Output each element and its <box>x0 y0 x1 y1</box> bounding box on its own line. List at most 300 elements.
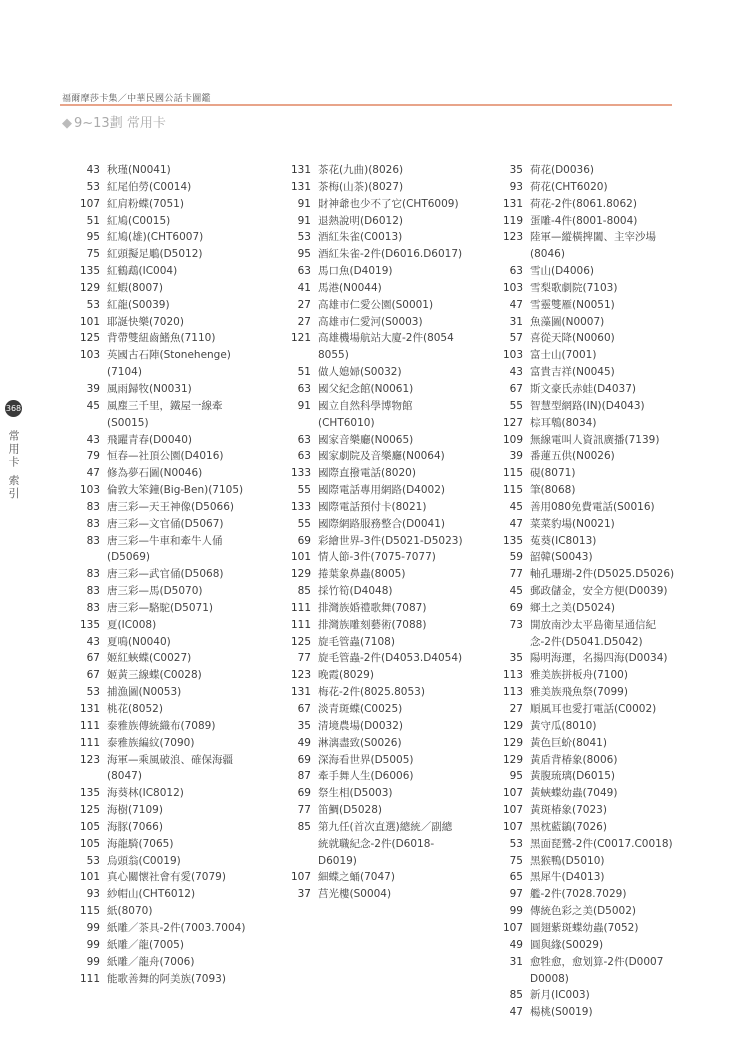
entry-title: 斯文豪氏赤蛙(D4037) <box>530 382 636 395</box>
index-entry <box>74 701 270 718</box>
entry-title: 國際直撥電話(8020) <box>318 467 416 480</box>
entry-title: 財神爺也少不了它(CHT6009) <box>318 197 459 210</box>
index-entry <box>74 836 270 853</box>
index-entry <box>497 179 717 196</box>
entry-page-number: 67 <box>297 703 311 715</box>
index-entry <box>74 347 270 381</box>
index-entry <box>285 448 500 465</box>
entry-title: 笛鯛(D5028) <box>318 804 382 817</box>
index-entry <box>285 667 500 684</box>
index-entry <box>285 752 500 769</box>
entry-title: 紅鳩(C0015) <box>107 214 171 227</box>
entry-title: 海龍騎(7065) <box>107 837 174 850</box>
entry-title: 真心關懷社會有愛(7079) <box>107 871 226 884</box>
entry-page-number: 67 <box>86 669 100 682</box>
entry-page-number: 125 <box>79 332 100 345</box>
entry-page-number: 51 <box>86 214 100 227</box>
entry-page-number: 45 <box>509 585 523 598</box>
index-entry <box>497 785 717 802</box>
entry-title: 飛躍青春(D0040) <box>107 433 192 446</box>
index-entry <box>285 735 500 752</box>
entry-title: 紙雕／龍舟(7006) <box>107 955 195 968</box>
entry-page-number: 83 <box>86 585 100 598</box>
index-entry <box>285 869 500 886</box>
entry-title: 陽明海運，名揚四海(D0034) <box>530 652 668 665</box>
entry-title: 海樹(7109) <box>107 804 163 817</box>
index-entry <box>285 364 500 381</box>
entry-page-number: 125 <box>79 804 100 817</box>
entry-page-number: 59 <box>509 551 523 564</box>
entry-title: 高雄市仁愛河(S0003) <box>318 315 423 328</box>
entry-page-number: 107 <box>502 921 523 934</box>
entry-title: 紅鳩(雄)(CHT6007) <box>107 231 204 244</box>
index-entry <box>497 516 717 533</box>
entry-page-number: 53 <box>297 231 311 244</box>
entry-title: 善用080免費電話(S0016) <box>530 500 655 513</box>
index-entry <box>285 162 500 179</box>
entry-title: 圓與緣(S0029) <box>530 938 604 951</box>
index-entry <box>285 617 500 634</box>
entry-page-number: 53 <box>86 298 100 311</box>
entry-title: 背帶雙紐齒鰭魚(7110) <box>107 332 216 345</box>
entry-page-number: 27 <box>509 703 523 715</box>
index-entry <box>285 246 500 263</box>
entry-title: 國際電話預付卡(8021) <box>318 500 427 513</box>
entry-title: 唐三彩—牛車和牽牛人俑 (D5069) <box>107 534 223 564</box>
entry-title: 國立自然科學博物館 (CHT6010) <box>318 399 413 429</box>
entry-title: 陸軍—縱橫捭闔、主宰沙場 (8046) <box>530 231 656 261</box>
entry-title: 韶韓(S0043) <box>530 551 593 564</box>
header-divider <box>60 104 672 106</box>
index-entry <box>497 684 717 701</box>
entry-page-number: 91 <box>297 214 311 227</box>
index-entry <box>285 330 500 364</box>
entry-page-number: 35 <box>509 652 523 665</box>
entry-page-number: 111 <box>290 601 311 614</box>
entry-title: 高雄機場航站大廈-2件(8054 8055) <box>318 332 454 362</box>
entry-page-number: 35 <box>509 164 523 176</box>
entry-title: 莒光樓(S0004) <box>318 888 392 901</box>
entry-title: 黑猴鴨(D5010) <box>530 854 605 867</box>
entry-title: 桃花(8052) <box>107 703 163 715</box>
index-entry <box>285 280 500 297</box>
entry-page-number: 39 <box>86 382 100 395</box>
entry-page-number: 123 <box>502 231 523 244</box>
entry-page-number: 45 <box>86 399 100 412</box>
entry-title: 紅蝦(8007) <box>107 281 163 294</box>
index-entry <box>74 667 270 684</box>
index-entry <box>74 398 270 432</box>
entry-title: 荷花-2件(8061.8062) <box>530 197 637 210</box>
entry-title: 第九任(首次直選)總統／副總 統就職紀念-2件(D6018- D6019) <box>318 820 453 867</box>
index-entry <box>497 819 717 836</box>
index-entry <box>74 448 270 465</box>
entry-title: 泰雅族傳統織布(7089) <box>107 719 216 732</box>
entry-page-number: 135 <box>79 265 100 278</box>
entry-page-number: 53 <box>86 686 100 699</box>
entry-page-number: 67 <box>509 382 523 395</box>
entry-page-number: 135 <box>79 787 100 800</box>
index-entry <box>497 314 717 331</box>
index-entry <box>497 398 717 415</box>
index-entry <box>497 549 717 566</box>
index-entry <box>285 634 500 651</box>
index-entry <box>74 903 270 920</box>
entry-title: 開放南沙太平島衛星通信紀 念-2件(D5041.D5042) <box>530 618 656 648</box>
entry-page-number: 63 <box>297 450 311 463</box>
entry-page-number: 129 <box>502 753 523 766</box>
entry-page-number: 69 <box>297 787 311 800</box>
index-entry <box>74 229 270 246</box>
entry-page-number: 83 <box>86 500 100 513</box>
entry-page-number: 107 <box>290 871 311 884</box>
entry-title: 深海看世界(D5005) <box>318 753 414 766</box>
entry-page-number: 37 <box>297 888 311 901</box>
entry-title: 圓翅紫斑蝶幼蟲(7052) <box>530 921 639 934</box>
index-entry <box>285 263 500 280</box>
entry-title: 風雨歸牧(N0031) <box>107 382 192 395</box>
entry-title: 黃斑椿象(7023) <box>530 804 607 817</box>
entry-title: 旋毛管蟲(7108) <box>318 635 395 648</box>
entry-page-number: 27 <box>297 315 311 328</box>
entry-page-number: 111 <box>79 972 100 985</box>
index-entry <box>74 499 270 516</box>
entry-page-number: 131 <box>79 703 100 715</box>
entry-title: 茶梅(山茶)(8027) <box>318 180 404 193</box>
index-entry <box>74 954 270 971</box>
index-entry <box>74 735 270 752</box>
entry-page-number: 53 <box>86 180 100 193</box>
index-entry <box>497 432 717 449</box>
entry-title: 國父紀念館(N0061) <box>318 382 414 395</box>
index-entry <box>497 954 717 988</box>
entry-title: 紙(8070) <box>107 905 153 918</box>
index-entry <box>497 650 717 667</box>
entry-page-number: 111 <box>79 719 100 732</box>
index-entry <box>497 499 717 516</box>
entry-page-number: 101 <box>79 315 100 328</box>
index-entry <box>497 617 717 651</box>
entry-page-number: 105 <box>79 820 100 833</box>
index-entry <box>74 684 270 701</box>
index-entry <box>497 566 717 583</box>
entry-title: 捕漁圖(N0053) <box>107 686 182 699</box>
entry-title: 祭生相(D5003) <box>318 787 393 800</box>
index-entry <box>74 650 270 667</box>
entry-page-number: 77 <box>297 804 311 817</box>
entry-page-number: 75 <box>509 854 523 867</box>
index-entry <box>74 937 270 954</box>
index-entry <box>497 263 717 280</box>
book-title: 福爾摩莎卡集／中華民國公話卡圖鑑 <box>62 94 211 104</box>
index-entry <box>497 869 717 886</box>
index-entry <box>285 297 500 314</box>
entry-page-number: 101 <box>79 871 100 884</box>
entry-page-number: 63 <box>297 382 311 395</box>
entry-page-number: 125 <box>290 635 311 648</box>
entry-page-number: 75 <box>86 248 100 261</box>
entry-title: 唐三彩—馬(D5070) <box>107 585 203 598</box>
entry-page-number: 47 <box>509 1006 523 1019</box>
entry-title: 郵政儲金，安全方便(D0039) <box>530 585 668 598</box>
entry-page-number: 135 <box>79 618 100 631</box>
entry-page-number: 39 <box>509 450 523 463</box>
entry-page-number: 69 <box>297 753 311 766</box>
index-entry <box>285 196 500 213</box>
page-number-badge: 368 <box>5 400 22 417</box>
index-entry <box>497 330 717 347</box>
index-entry <box>497 229 717 263</box>
entry-title: 馬港(N0044) <box>318 281 382 294</box>
entry-title: 紅鶴鵡(IC004) <box>107 265 178 278</box>
index-entry <box>497 886 717 903</box>
entry-title: 夏鳴(N0040) <box>107 635 171 648</box>
entry-page-number: 115 <box>79 905 100 918</box>
entry-page-number: 123 <box>290 669 311 682</box>
index-entry <box>74 886 270 903</box>
index-entry <box>74 330 270 347</box>
entry-title: 菜菜豹場(N0021) <box>530 517 615 530</box>
entry-page-number: 27 <box>297 298 311 311</box>
entry-page-number: 103 <box>79 484 100 497</box>
index-entry <box>74 634 270 651</box>
entry-page-number: 107 <box>502 804 523 817</box>
entry-page-number: 35 <box>297 719 311 732</box>
entry-page-number: 55 <box>509 399 523 412</box>
entry-page-number: 47 <box>509 517 523 530</box>
entry-page-number: 93 <box>86 888 100 901</box>
entry-page-number: 131 <box>290 164 311 176</box>
index-entry <box>285 314 500 331</box>
entry-title: 軸孔珊瑚-2件(D5025.D5026) <box>530 568 675 581</box>
index-entry <box>74 785 270 802</box>
entry-title: 傳統色彩之美(D5002) <box>530 905 636 918</box>
entry-page-number: 123 <box>79 753 100 766</box>
entry-title: 做人媳婦(S0032) <box>318 366 402 379</box>
index-entry <box>74 802 270 819</box>
entry-title: 能歌善舞的阿美族(7093) <box>107 972 226 985</box>
entry-page-number: 95 <box>509 770 523 783</box>
entry-page-number: 97 <box>509 888 523 901</box>
entry-title: 黑枕藍鶲(7026) <box>530 820 607 833</box>
entry-title: 紙雕／茶具-2件(7003.7004) <box>107 921 246 934</box>
index-entry <box>74 583 270 600</box>
entry-page-number: 107 <box>502 787 523 800</box>
index-column-2 <box>285 162 500 903</box>
side-tab-label: 常用卡 索引 <box>7 430 20 501</box>
entry-title: 恒春—社頂公園(D4016) <box>107 450 224 463</box>
index-entry <box>285 819 500 870</box>
entry-title: 淋漓盡致(S0026) <box>318 736 402 749</box>
entry-page-number: 111 <box>290 618 311 631</box>
entry-title: 國際電話專用網路(D4002) <box>318 484 445 497</box>
index-entry <box>285 533 500 550</box>
entry-title: 茶花(九曲)(8026) <box>318 164 404 176</box>
index-entry <box>497 482 717 499</box>
entry-title: 捲葉象鼻蟲(8005) <box>318 568 406 581</box>
index-entry <box>497 667 717 684</box>
index-entry <box>74 516 270 533</box>
entry-title: 情人節-3件(7075-7077) <box>318 551 436 564</box>
index-entry <box>285 684 500 701</box>
entry-page-number: 85 <box>509 989 523 1002</box>
index-entry <box>497 600 717 617</box>
index-entry <box>497 836 717 853</box>
entry-page-number: 63 <box>509 265 523 278</box>
entry-title: 梅花-2件(8025.8053) <box>318 686 425 699</box>
entry-title: 艦-2件(7028.7029) <box>530 888 627 901</box>
entry-title: 雅美族飛魚祭(7099) <box>530 686 628 699</box>
entry-title: 黃腹琉璃(D6015) <box>530 770 615 783</box>
entry-page-number: 135 <box>502 534 523 547</box>
entry-page-number: 105 <box>79 837 100 850</box>
entry-title: 魚藻圖(N0007) <box>530 315 605 328</box>
entry-page-number: 41 <box>297 281 311 294</box>
entry-title: 荷花(D0036) <box>530 164 594 176</box>
entry-page-number: 129 <box>502 719 523 732</box>
entry-page-number: 47 <box>86 467 100 480</box>
entry-page-number: 109 <box>502 433 523 446</box>
index-entry <box>497 162 717 179</box>
index-entry <box>74 314 270 331</box>
index-entry <box>285 499 500 516</box>
entry-title: 愈牲愈，愈划算-2件(D0007 D0008) <box>530 955 664 985</box>
entry-page-number: 115 <box>502 467 523 480</box>
entry-page-number: 31 <box>509 955 523 968</box>
entry-title: 英國古石陣(Stonehenge) (7104) <box>107 349 231 379</box>
entry-title: 楊桃(S0019) <box>530 1006 593 1019</box>
index-entry <box>497 280 717 297</box>
entry-page-number: 129 <box>79 281 100 294</box>
entry-page-number: 43 <box>86 164 100 176</box>
index-entry <box>497 297 717 314</box>
entry-title: 細蝶之蛹(7047) <box>318 871 395 884</box>
entry-title: 紗帽山(CHT6012) <box>107 888 196 901</box>
entry-page-number: 115 <box>502 484 523 497</box>
entry-title: 國家劇院及音樂廳(N0064) <box>318 450 445 463</box>
index-entry <box>74 213 270 230</box>
index-entry <box>285 381 500 398</box>
index-entry <box>285 516 500 533</box>
index-entry <box>74 246 270 263</box>
entry-title: 清境農場(D0032) <box>318 719 403 732</box>
entry-title: 新月(IC003) <box>530 989 590 1002</box>
entry-title: 黃色巨蚧(8041) <box>530 736 607 749</box>
index-entry <box>285 432 500 449</box>
entry-page-number: 129 <box>290 568 311 581</box>
entry-page-number: 43 <box>86 433 100 446</box>
entry-page-number: 131 <box>290 180 311 193</box>
entry-page-number: 53 <box>509 837 523 850</box>
entry-page-number: 67 <box>86 652 100 665</box>
index-entry <box>74 465 270 482</box>
index-column-1 <box>74 162 270 987</box>
entry-page-number: 99 <box>86 955 100 968</box>
index-entry <box>497 364 717 381</box>
section-title-text: 9~13劃 常用卡 <box>74 116 166 131</box>
entry-page-number: 91 <box>297 399 311 412</box>
entry-page-number: 113 <box>502 669 523 682</box>
diamond-icon: ◆ <box>62 116 72 131</box>
index-entry <box>285 802 500 819</box>
entry-page-number: 91 <box>297 197 311 210</box>
index-entry <box>74 718 270 735</box>
entry-title: 秋瑾(N0041) <box>107 164 171 176</box>
entry-page-number: 113 <box>502 686 523 699</box>
entry-page-number: 111 <box>79 736 100 749</box>
entry-page-number: 107 <box>79 197 100 210</box>
entry-page-number: 85 <box>297 585 311 598</box>
index-entry <box>74 432 270 449</box>
entry-page-number: 45 <box>509 500 523 513</box>
entry-page-number: 99 <box>86 921 100 934</box>
index-entry <box>497 718 717 735</box>
entry-title: 黑面琵鷺-2件(C0017.C0018) <box>530 837 673 850</box>
index-entry <box>285 482 500 499</box>
entry-page-number: 49 <box>297 736 311 749</box>
index-entry <box>74 971 270 988</box>
entry-title: 富貴吉祥(N0045) <box>530 366 615 379</box>
entry-title: 唐三彩—駱駝(D5071) <box>107 601 213 614</box>
entry-page-number: 43 <box>86 635 100 648</box>
entry-title: 排灣族婚禮歌舞(7087) <box>318 601 427 614</box>
entry-page-number: 83 <box>86 568 100 581</box>
entry-title: 蛋雕-4件(8001-8004) <box>530 214 638 227</box>
index-entry <box>74 533 270 567</box>
entry-title: 棕耳鵯(8034) <box>530 416 597 429</box>
entry-title: 烏頭翁(C0019) <box>107 854 181 867</box>
entry-page-number: 73 <box>509 618 523 631</box>
index-entry <box>285 768 500 785</box>
entry-page-number: 103 <box>502 349 523 362</box>
entry-page-number: 43 <box>509 366 523 379</box>
entry-title: 國際網路服務整合(D0041) <box>318 517 445 530</box>
entry-title: 姬黃三線蝶(C0028) <box>107 669 202 682</box>
index-entry <box>285 785 500 802</box>
entry-title: 海軍—乘風破浪、確保海疆 (8047) <box>107 753 233 783</box>
entry-page-number: 133 <box>290 500 311 513</box>
entry-page-number: 79 <box>86 450 100 463</box>
entry-title: 富士山(7001) <box>530 349 597 362</box>
index-entry <box>285 701 500 718</box>
index-entry <box>74 280 270 297</box>
entry-title: 菟葵(IC8013) <box>530 534 597 547</box>
index-entry <box>497 701 717 718</box>
entry-page-number: 121 <box>290 332 311 345</box>
entry-page-number: 85 <box>297 820 311 833</box>
index-entry <box>497 415 717 432</box>
index-entry <box>285 465 500 482</box>
entry-title: 黃蛺蝶幼蟲(7049) <box>530 787 618 800</box>
entry-page-number: 69 <box>297 534 311 547</box>
entry-page-number: 93 <box>509 180 523 193</box>
entry-title: 修為夢石圖(N0046) <box>107 467 203 480</box>
entry-page-number: 127 <box>502 416 523 429</box>
entry-page-number: 95 <box>297 248 311 261</box>
index-entry <box>285 213 500 230</box>
entry-title: 唐三彩—天王神像(D5066) <box>107 500 234 513</box>
entry-page-number: 47 <box>509 298 523 311</box>
entry-page-number: 119 <box>502 214 523 227</box>
index-entry <box>285 229 500 246</box>
index-entry <box>285 583 500 600</box>
index-column-3 <box>497 162 717 1021</box>
index-entry <box>74 482 270 499</box>
entry-page-number: 95 <box>86 231 100 244</box>
entry-title: 夏(IC008) <box>107 618 157 631</box>
index-entry <box>497 853 717 870</box>
index-entry <box>74 179 270 196</box>
